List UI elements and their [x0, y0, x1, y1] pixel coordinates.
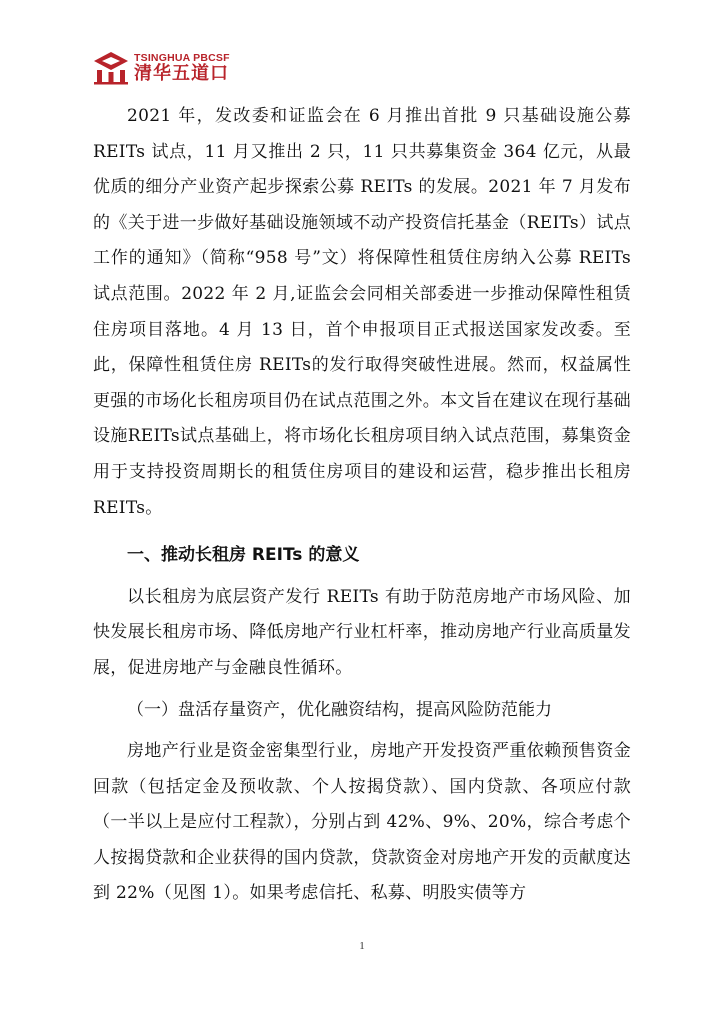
- document-body: [93, 99, 631, 912]
- subsection-heading-revitalize-assets: （一）盘活存量资产，优化融资结构，提高风险防范能力: [127, 699, 552, 720]
- page-number: 1: [359, 940, 365, 952]
- paragraph-financing-structure: 房地产行业是资金密集型行业，房地产开发投资严重依赖预售资金回款（包括定金及预收款、个人按揭贷款）、国内贷款、各项应付款（一半以上是应付工程款），分别占到 42%、9%、20%，综合考虑个人按揭贷款和企业获得的国内贷款，贷款资金对房地产开发的贡献度达到 22%（见图 1）。如果考虑信托、私募、明股实债等方: [93, 741, 631, 904]
- logo-chinese-text: 清华五道口: [134, 63, 229, 85]
- paragraph-reits-pilot-background: 2021 年，发改委和证监会在 6 月推出首批 9 只基础设施公募 REITs 试点，11 月又推出 2 只，11 只共募集资金 364 亿元，从最优质的细分产业资产起步探索公募 REITs 的发展。2021 年 7 月发布的《关于进一步做好基础设施领域不动产投资信托基金（REITs）试点工作的通知》（简称“958 号”文）将保障性租赁住房纳入公募 REITs 试点范围。2022 年 2 月,证监会会同相关部委进一步推动保障性租赁住房项目落地。4 月 13 日，首个申报项目正式报送国家发改委。至此，保障性租赁住房 REITs的发行取得突破性进展。然而，权益属性更强的市场化长租房项目仍在试点范围之外。本文旨在建议在现行基础设施REITs试点基础上，将市场化长租房项目纳入试点范围，募集资金用于支持投资周期长的租赁住房项目的建设和运营，稳步推出长租房 REITs。: [93, 106, 631, 518]
- pbcsf-gate-logo-icon: [93, 51, 129, 85]
- section-heading-significance: 一、推动长租房 REITs 的意义: [127, 545, 360, 566]
- logo-english-text: TSINGHUA PBCSF: [134, 51, 230, 64]
- paragraph-significance-intro: 以长租房为底层资产发行 REITs 有助于防范房地产市场风险、加快发展长租房市场、降低房地产行业杠杆率，推动房地产行业高质量发展，促进房地产与金融良性循环。: [93, 586, 631, 678]
- header-logo: [93, 50, 230, 86]
